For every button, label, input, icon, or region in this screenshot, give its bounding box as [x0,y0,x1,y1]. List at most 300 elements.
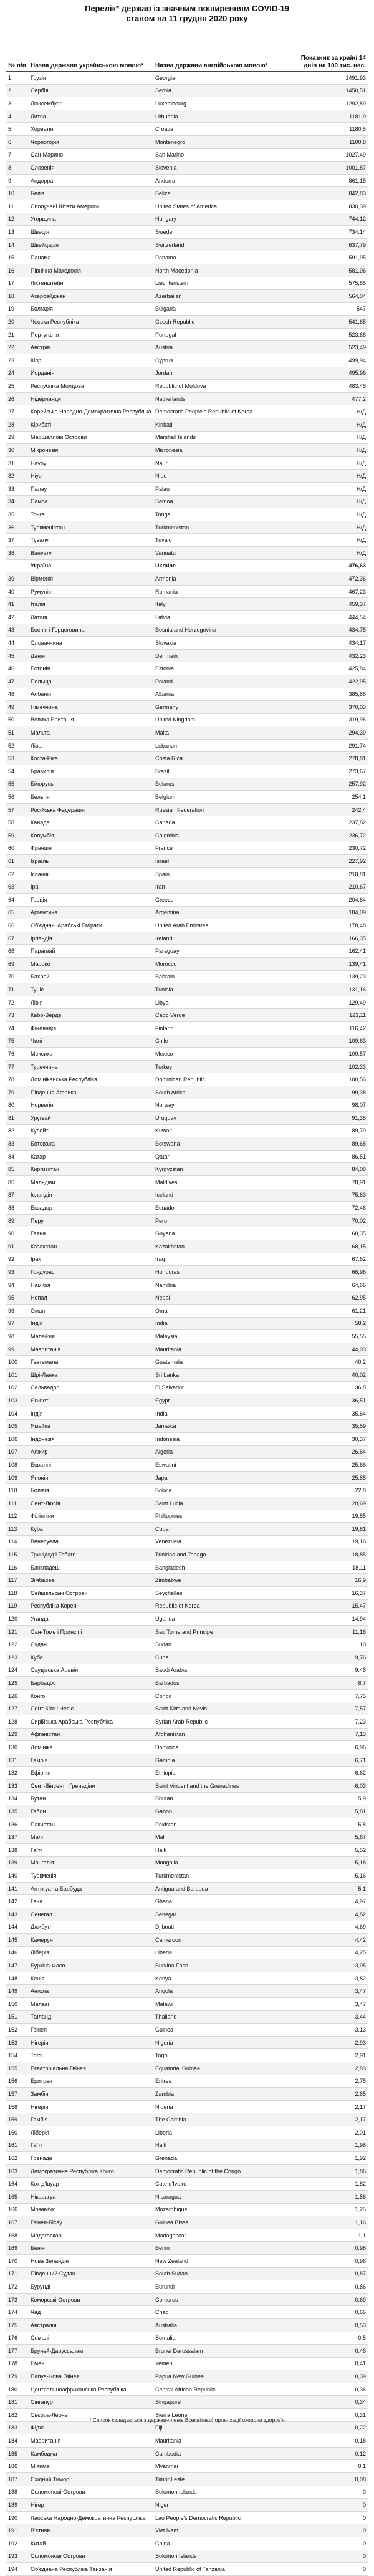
cell-name-ukrainian: Ліберія [29,2126,153,2139]
cell-number: 44 [6,637,29,650]
cell-name-english: India [153,1407,297,1420]
cell-name-english: Indonesia [153,1432,297,1445]
cell-name-english: Jamaica [153,1420,297,1433]
cell-name-ukrainian: Сент-Кітс і Невіс [29,1702,153,1715]
table-row [6,1099,368,1112]
cell-number: 166 [6,2203,29,2216]
cell-number: 179 [6,2370,29,2383]
table-row [6,1921,368,1934]
cell-name-ukrainian: Бурунді [29,2280,153,2294]
cell-name-ukrainian: Кенія [29,1972,153,1985]
table-row [6,380,368,393]
cell-name-english: Burkina Faso [153,1959,297,1972]
cell-name-english: Hungary [153,213,297,226]
cell-name-ukrainian: Угорщина [29,213,153,226]
table-row [6,290,368,303]
cell-indicator: 178,48 [297,919,368,932]
cell-name-ukrainian: Коста-Ріка [29,752,153,765]
table-row [6,1651,368,1664]
cell-number: 120 [6,1613,29,1626]
cell-name-ukrainian: Кабо-Верде [29,1009,153,1022]
cell-indicator: 40,2 [297,1356,368,1369]
cell-name-ukrainian: Нідерланди [29,392,153,405]
cell-indicator: 8,7 [297,1677,368,1690]
cell-indicator: 6,96 [297,1741,368,1754]
cell-number: 117 [6,1574,29,1587]
cell-name-ukrainian: Лаоська Народно-Демократична Республіка [29,2511,153,2524]
cell-number: 94 [6,1278,29,1291]
cell-name-english: Burundi [153,2280,297,2294]
table-row [6,1998,368,2011]
cell-name-ukrainian: Швейцарія [29,238,153,251]
cell-number: 168 [6,2229,29,2242]
table-row [6,1895,368,1908]
cell-name-ukrainian: Домініка [29,1741,153,1754]
cell-name-ukrainian: Австралія [29,2318,153,2332]
cell-name-english: Botswana [153,1137,297,1151]
table-row [6,316,368,329]
cell-name-english: Democratic Republic of the Congo [153,2164,297,2178]
cell-indicator: 0 [297,2511,368,2524]
cell-name-english: Liberia [153,2126,297,2139]
table-row [6,778,368,791]
cell-name-english: Belize [153,187,297,200]
cell-number: 48 [6,688,29,701]
table-row [6,341,368,354]
cell-number: 119 [6,1599,29,1613]
cell-indicator: 230,72 [297,842,368,855]
cell-name-english: Saint Kitts and Nevis [153,1702,297,1715]
cell-number: 156 [6,2075,29,2088]
cell-name-ukrainian: Туркменія [29,1869,153,1883]
cell-name-ukrainian: Уганда [29,1613,153,1626]
cell-name-ukrainian: Нікарагуа [29,2190,153,2203]
cell-name-english: Saint Vincent and the Grenadines [153,1779,297,1792]
cell-number: 143 [6,1908,29,1921]
cell-name-ukrainian: Уругвай [29,1112,153,1125]
table-row [6,251,368,264]
table-row [6,2152,368,2165]
cell-indicator: 0,66 [297,2306,368,2319]
cell-name-english: Argentina [153,906,297,919]
cell-number: 12 [6,213,29,226]
cell-name-english: Estonia [153,662,297,675]
cell-number: 169 [6,2242,29,2255]
cell-name-english: Serbia [153,84,297,97]
cell-indicator: 432,23 [297,649,368,662]
table-row [6,1445,368,1459]
cell-indicator: 25,85 [297,1471,368,1484]
cell-name-english: Chile [153,1035,297,1048]
cell-number: 14 [6,238,29,251]
cell-indicator: 75,63 [297,1189,368,1202]
cell-number: 115 [6,1548,29,1561]
cell-indicator: 0,18 [297,2434,368,2448]
cell-name-ukrainian: Ефіопія [29,1767,153,1780]
cell-number: 107 [6,1445,29,1459]
table-row [6,1934,368,1947]
cell-name-ukrainian: Киргизстан [29,1163,153,1176]
cell-number: 126 [6,1689,29,1702]
cell-indicator: 0,34 [297,2396,368,2409]
table-row [6,135,368,148]
cell-name-english: Ukraine [153,559,297,572]
cell-number: 173 [6,2293,29,2306]
cell-name-english: Saint Lucia [153,1497,297,1510]
cell-name-english: Solomon Islands [153,2550,297,2563]
cell-indicator: 472,36 [297,572,368,586]
cell-name-ukrainian: Ямайка [29,1420,153,1433]
cell-indicator: 35,64 [297,1407,368,1420]
cell-name-english: Fiji [153,2421,297,2434]
cell-indicator: 0,12 [297,2447,368,2460]
cell-name-ukrainian: Сент-Люсія [29,1497,153,1510]
cell-number: 186 [6,2460,29,2473]
cell-indicator: 499,94 [297,354,368,367]
cell-name-ukrainian: Сполучені Штати Америки [29,200,153,213]
cell-number: 50 [6,713,29,726]
table-row [6,2396,368,2409]
cell-indicator: 25,66 [297,1459,368,1472]
cell-number: 178 [6,2357,29,2370]
cell-name-english: Colombia [153,829,297,842]
cell-name-english: Spain [153,867,297,880]
table-row [6,1535,368,1548]
table-row [6,2164,368,2178]
cell-number: 82 [6,1124,29,1137]
cell-name-ukrainian: Вануату [29,546,153,559]
table-row [6,932,368,945]
cell-name-english: Cyprus [153,354,297,367]
table-row [6,649,368,662]
cell-indicator: 4,69 [297,1921,368,1934]
cell-name-ukrainian: Демократична Республіка Конго [29,2164,153,2178]
cell-indicator: 319,96 [297,713,368,726]
table-row [6,791,368,804]
cell-name-ukrainian: Гаяна [29,1227,153,1240]
title-line-2: станом на 11 грудня 2020 року [126,14,248,23]
cell-indicator: 422,95 [297,675,368,688]
cell-number: 141 [6,1882,29,1895]
cell-name-english: Uruguay [153,1112,297,1125]
table-row [6,1574,368,1587]
cell-name-english: Sao Tome and Principe [153,1625,297,1638]
cell-number: 148 [6,1972,29,1985]
table-row [6,1818,368,1831]
cell-name-english: Niue [153,470,297,483]
cell-indicator: 40,02 [297,1368,368,1381]
cell-indicator: 84,08 [297,1163,368,1176]
cell-number: 71 [6,983,29,996]
table-row [6,2447,368,2460]
cell-name-ukrainian: Болівія [29,1484,153,1497]
cell-number: 23 [6,354,29,367]
table-row [6,1677,368,1690]
cell-name-ukrainian: Мавританія [29,2434,153,2448]
cell-name-english: Cameroon [153,1934,297,1947]
cell-name-ukrainian: Беліз [29,187,153,200]
cell-name-english: Morocco [153,957,297,970]
cell-number: 146 [6,1946,29,1959]
cell-indicator: 0 [297,2524,368,2537]
cell-name-ukrainian: Гватемала [29,1356,153,1369]
cell-number: 85 [6,1163,29,1176]
cell-name-english: Eswatini [153,1459,297,1472]
cell-name-ukrainian: Франція [29,842,153,855]
cell-name-english: Sri Lanka [153,1368,297,1381]
cell-indicator: 218,81 [297,867,368,880]
cell-indicator: 2,17 [297,2113,368,2126]
cell-indicator: 5,18 [297,1856,368,1869]
cell-name-english: Turkmenistan [153,1869,297,1883]
table-row [6,2178,368,2191]
table-row [6,187,368,200]
cell-name-ukrainian: Мікронезія [29,444,153,457]
cell-number: 26 [6,392,29,405]
cell-name-english: Malawi [153,1998,297,2011]
cell-name-english: Kuwait [153,1124,297,1137]
cell-number: 70 [6,970,29,983]
cell-number: 113 [6,1523,29,1536]
table-row [6,2010,368,2024]
cell-number: 145 [6,1934,29,1947]
cell-indicator: 58,2 [297,1317,368,1330]
header-name-ukrainian: Назва держави українською мовою* [29,29,153,72]
cell-number: 43 [6,624,29,637]
cell-name-english: Gabon [153,1805,297,1818]
cell-name-english: Madagascar [153,2229,297,2242]
table-row [6,2421,368,2434]
cell-name-ukrainian: Південний Судан [29,2267,153,2280]
cell-name-english: Maldives [153,1176,297,1189]
table-row [6,418,368,432]
table-row [6,2318,368,2332]
cell-number: 100 [6,1356,29,1369]
cell-indicator: 0,31 [297,2409,368,2422]
table-row [6,213,368,226]
cell-name-english: France [153,842,297,855]
table-row [6,2075,368,2088]
cell-name-ukrainian: Болгарія [29,302,153,316]
cell-number: 79 [6,1086,29,1099]
table-row [6,1715,368,1729]
cell-name-ukrainian: Україна [29,559,153,572]
cell-indicator: Н/Д [297,495,368,508]
cell-name-english: Armenia [153,572,297,586]
cell-indicator: 0,39 [297,2370,368,2383]
cell-number: 174 [6,2306,29,2319]
cell-number: 63 [6,880,29,894]
cell-name-ukrainian: Оман [29,1305,153,1318]
cell-name-english: Germany [153,701,297,714]
cell-name-ukrainian: Албанія [29,688,153,701]
cell-number: 158 [6,2100,29,2113]
cell-name-english: Egypt [153,1394,297,1407]
cell-number: 3 [6,97,29,110]
table-row [6,1009,368,1022]
cell-number: 16 [6,264,29,277]
table-row [6,1869,368,1883]
cell-name-english: Turkmenistan [153,521,297,534]
cell-number: 118 [6,1587,29,1600]
cell-name-english: Qatar [153,1150,297,1163]
cell-name-ukrainian: Гвінея-Бісау [29,2216,153,2229]
cell-name-english: Portugal [153,328,297,341]
cell-name-english: Paraguay [153,945,297,958]
table-row [6,123,368,136]
cell-name-english: Azerbaijan [153,290,297,303]
cell-indicator: 9,48 [297,1664,368,1677]
cell-name-ukrainian: Монголія [29,1856,153,1869]
table-row [6,765,368,778]
cell-name-ukrainian: Судан [29,1638,153,1651]
table-row [6,2332,368,2345]
cell-name-english: North Macedonia [153,264,297,277]
cell-name-ukrainian: Тувалу [29,534,153,547]
cell-name-english: Peru [153,1214,297,1227]
cell-number: 122 [6,1638,29,1651]
cell-number: 134 [6,1792,29,1805]
cell-number: 73 [6,1009,29,1022]
table-row [6,1305,368,1318]
cell-name-english: Bangladesh [153,1561,297,1574]
cell-name-english: Nauru [153,456,297,470]
table-row [6,2524,368,2537]
table-row [6,546,368,559]
cell-indicator: 102,33 [297,1060,368,1073]
cell-name-english: Syrian Arab Republic [153,1715,297,1729]
table-row [6,2254,368,2267]
cell-number: 5 [6,123,29,136]
table-row [6,2486,368,2499]
cell-indicator: 1,1 [297,2229,368,2242]
cell-indicator: 67,62 [297,1253,368,1266]
table-row [6,1381,368,1394]
cell-number: 163 [6,2164,29,2178]
table-row [6,84,368,97]
cell-indicator: Н/Д [297,444,368,457]
cell-indicator: 564,04 [297,290,368,303]
cell-indicator: 0,98 [297,2242,368,2255]
cell-name-ukrainian: Китай [29,2537,153,2550]
table-row [6,752,368,765]
table-row [6,803,368,816]
cell-indicator: 3,44 [297,2010,368,2024]
cell-name-ukrainian: Бельгія [29,791,153,804]
cell-name-english: Cote d'Ivoire [153,2178,297,2191]
table-row [6,483,368,496]
table-row [6,1972,368,1985]
cell-name-english: Tonga [153,508,297,521]
table-row [6,456,368,470]
table-row [6,1484,368,1497]
cell-name-ukrainian: Сьєрра-Леоне [29,2409,153,2422]
cell-name-ukrainian: Індія [29,1317,153,1330]
cell-number: 190 [6,2511,29,2524]
cell-indicator: 370,03 [297,701,368,714]
cell-indicator: 19,85 [297,1510,368,1523]
cell-number: 32 [6,470,29,483]
table-row [6,2088,368,2101]
cell-indicator: Н/Д [297,546,368,559]
cell-indicator: 131,16 [297,983,368,996]
cell-number: 31 [6,456,29,470]
cell-name-english: Saudi Arabia [153,1664,297,1677]
cell-name-ukrainian: Буркіна-Фасо [29,1959,153,1972]
cell-number: 11 [6,200,29,213]
cell-number: 149 [6,1985,29,1998]
cell-name-english: Palau [153,483,297,496]
table-row [6,1253,368,1266]
cell-number: 151 [6,2010,29,2024]
cell-number: 21 [6,328,29,341]
cell-number: 165 [6,2190,29,2203]
cell-name-ukrainian: Ліберія [29,1946,153,1959]
cell-name-english: Grenada [153,2152,297,2165]
cell-name-english: Costa Rica [153,752,297,765]
cell-name-ukrainian: Ніуе [29,470,153,483]
cell-name-english: Switzerland [153,238,297,251]
cell-name-english: Greece [153,894,297,907]
table-row [6,1561,368,1574]
table-row [6,1831,368,1844]
cell-name-ukrainian: Андорра [29,174,153,187]
cell-number: 6 [6,135,29,148]
cell-name-ukrainian: Ботсвана [29,1137,153,1151]
cell-indicator: 1,82 [297,2178,368,2191]
table-row [6,444,368,457]
table-row [6,2280,368,2294]
table-row [6,2563,368,2576]
cell-indicator: 70,02 [297,1214,368,1227]
table-row [6,1163,368,1176]
cell-number: 193 [6,2550,29,2563]
cell-name-ukrainian: Греція [29,894,153,907]
cell-number: 183 [6,2421,29,2434]
cell-name-english: Central African Republic [153,2383,297,2396]
cell-name-ukrainian: Венесуела [29,1535,153,1548]
cell-number: 194 [6,2563,29,2576]
table-row [6,675,368,688]
cell-name-english: Bosnia and Herzegovina [153,624,297,637]
cell-name-ukrainian: Малі [29,1831,153,1844]
cell-name-ukrainian: Домініканська Республіка [29,1073,153,1086]
table-row [6,713,368,726]
table-row [6,701,368,714]
cell-indicator: 139,23 [297,970,368,983]
cell-name-english: Finland [153,1021,297,1035]
cell-name-english: Myanmar [153,2460,297,2473]
cell-name-ukrainian: Сент-Вінсент і Гренадіни [29,1779,153,1792]
cell-number: 68 [6,945,29,958]
title-line-1: Перелік* держав із значним поширенням COVID-19 [84,4,290,13]
cell-name-ukrainian: Гана [29,1895,153,1908]
cell-indicator: 18,85 [297,1548,368,1561]
table-row [6,1420,368,1433]
cell-name-ukrainian: Зімбабве [29,1574,153,1587]
cell-name-ukrainian: Естонія [29,662,153,675]
cell-name-ukrainian: Сенегал [29,1908,153,1921]
cell-name-ukrainian: Нігерія [29,2100,153,2113]
cell-indicator: Н/Д [297,534,368,547]
table-row [6,174,368,187]
cell-name-english: Norway [153,1099,297,1112]
table-row [6,1073,368,1086]
cell-number: 110 [6,1484,29,1497]
table-row [6,1368,368,1381]
table-row [6,1459,368,1472]
cell-indicator: 16,9 [297,1574,368,1587]
